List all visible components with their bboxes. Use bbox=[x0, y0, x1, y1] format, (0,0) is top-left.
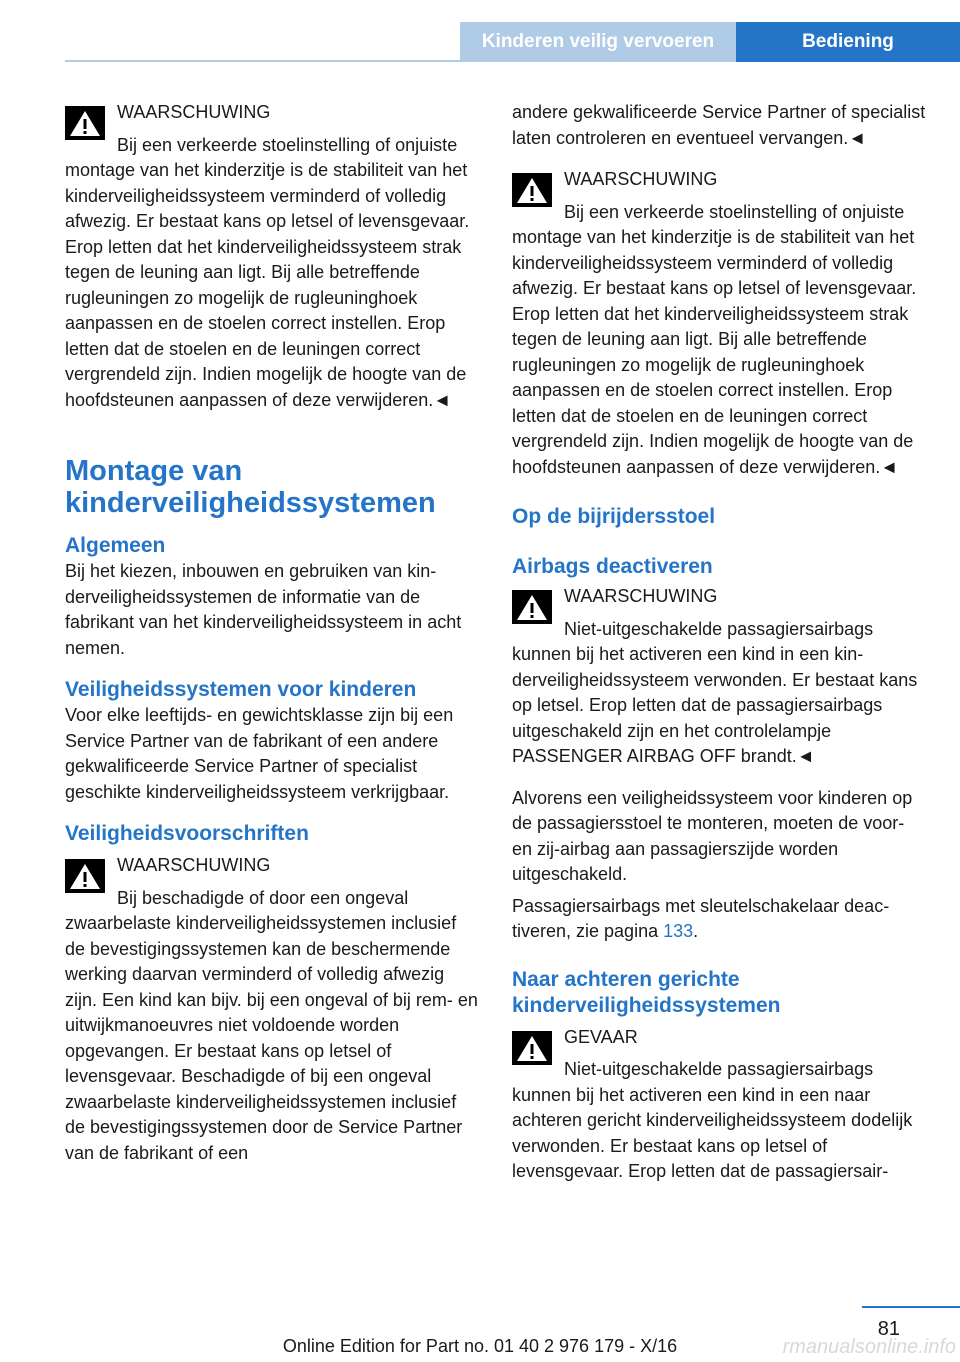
subsection-voorschriften-title: Veiligheidsvoorschriften bbox=[65, 822, 309, 845]
subsection-veiligheidssystemen-title: Veiligheidssystemen voor kinderen bbox=[65, 678, 417, 701]
warning-text: Bij een verkeerde stoelinstelling of onjuiste montage van het kinderzitje is de stabiliteit van het kinderveiligheidssysteem verminderd of volledig afwezig. Er bestaat kans op letsel of levensgevaar. Erop letten dat het kinderveiligheidssysteem strak tegen de leuning aan ligt. Bij alle betreffende rugleuningen zo mogelijk de rugleuninghoek aanpassen en de stoelen correct instellen. Erop letten dat de stoelen en de leuningen correct vergrendeld zijn. Indien mogelijk de hoogte van de hoofdsteunen aanpassen of deze verwijderen.◄ bbox=[65, 134, 470, 410]
page-link[interactable]: 133 bbox=[663, 921, 694, 941]
warning-label: WAARSCHUWING bbox=[117, 102, 271, 122]
header-section-tab: Kinderen veilig vervoeren bbox=[460, 22, 736, 62]
algemeen-text: Bij het kiezen, inbouwen en gebruiken van kinderveiligheidssystemen de informatie van de fabrikant van het kinderveiligheidssysteem in acht nemen. bbox=[65, 561, 462, 658]
warning-label: WAARSCHUWING bbox=[564, 586, 718, 606]
footer-rule bbox=[862, 1306, 960, 1308]
warning-text: Bij een verkeerde stoelinstelling of onjuiste montage van het kinderzitje is de stabiliteit van het kinderveiligheidssysteem verminderd of volledig afwezig. Er bestaat kans op letsel of levensgevaar. Erop letten dat het kinderveiligheidssysteem strak tegen de leuning aan ligt. Bij alle betreffende rugleuningen zo mogelijk de rugleuninghoek aanpassen en de stoelen correct instellen. Erop letten dat de stoelen en de leuningen correct vergrendeld zijn. Indien mogelijk de hoogte van de hoofdsteunen aanpassen of deze verwijderen.◄ bbox=[512, 201, 917, 477]
warning-block-1 bbox=[65, 100, 479, 413]
danger-text: Niet-uitgeschakelde passagiersairbags kunnen bij het activeren een kind in een naar achteren gericht kinderveiligheidssysteem dodelijk verwonden. Er bestaat kans op letsel of levensgevaar. Erop letten dat de passagiersair- bbox=[512, 1059, 913, 1181]
warning-triangle-icon bbox=[512, 173, 552, 207]
left-column bbox=[65, 100, 479, 1166]
alvorens-text: Alvorens een veiligheidssysteem voor kinderen op de passagiersstoel te monteren, moeten de voor- en zij-airbag aan passagierszijde worden uitgeschakeld. bbox=[512, 787, 913, 884]
edition-text: Online Edition for Part no. 01 40 2 976 179 - X/16 bbox=[282, 1336, 678, 1356]
veiligheidssystemen-text: Voor elke leeftijds- en gewichtsklasse zijn bij een Service Partner van de fabrikant of een andere gekwalificeerde Service Partner of specialist geschikte kinderveiligheidssysteem verkrijgbaar. bbox=[65, 705, 454, 802]
warning-triangle-icon bbox=[512, 590, 552, 624]
warning-triangle-icon bbox=[65, 859, 105, 893]
continued-text: andere gekwalificeerde Service Partner of specialist laten controleren en eventueel vervangen.◄ bbox=[512, 102, 926, 148]
warning-triangle-icon bbox=[65, 106, 105, 140]
danger-block bbox=[512, 1025, 926, 1185]
warning-text: Bij beschadigde of door een ongeval zwaarbelaste kinderveiligheidssystemen inclusief de bevestigingssystemen kan de beschermende werking daarvan verminderd of volledig afwezig zijn. Een kind kan bijv. bij een ongeval of bij rem- en uitwijkmanoeuvres niet voldoende worden opgevangen. Er bestaat kans op letsel of levensgevaar. Beschadigde of bij een ongeval zwaarbelaste kinderveiligheidssystemen inclusief de bevestigingssystemen door de Service Partner van de fabrikant of een bbox=[65, 887, 478, 1163]
subsection-airbags-title: Airbags deactiveren bbox=[512, 555, 713, 578]
warning-block-3 bbox=[512, 167, 926, 480]
subsection-algemeen-title: Algemeen bbox=[65, 534, 166, 557]
passagiersairbags-text: Passagiersairbags met sleutelschakelaar deactiveren, zie pagina 133. bbox=[512, 895, 890, 941]
warning-label: WAARSCHUWING bbox=[117, 855, 271, 875]
warning-triangle-icon bbox=[512, 1031, 552, 1065]
header-chapter-tab: Bediening bbox=[736, 22, 960, 62]
warning-block-2 bbox=[65, 853, 479, 1166]
subsection-achteren-title: Naar achteren gerichte kinderveiligheidssystemen bbox=[512, 967, 781, 1017]
subsection-bijrijdersstoel-title: Op de bijrijdersstoel bbox=[512, 505, 716, 528]
right-column bbox=[512, 100, 926, 1185]
watermark: rmanualsonline.info bbox=[782, 1336, 956, 1358]
danger-label: GEVAAR bbox=[564, 1026, 638, 1047]
warning-label: WAARSCHUWING bbox=[564, 169, 718, 189]
section-title: Montage van kinderveiligheidssystemen bbox=[65, 455, 436, 519]
warning-block-4 bbox=[512, 584, 926, 770]
page-number: 81 bbox=[877, 1318, 900, 1340]
warning-text: Niet-uitgeschakelde passagiersairbags kunnen bij het activeren een kind in een kinderveiligheidssysteem verwonden. Er bestaat kans op letsel. Erop letten dat de passagiersairbags uitgeschakeld zijn en het controlelampje PASSENGER AIRBAG OFF brandt.◄ bbox=[512, 618, 918, 766]
